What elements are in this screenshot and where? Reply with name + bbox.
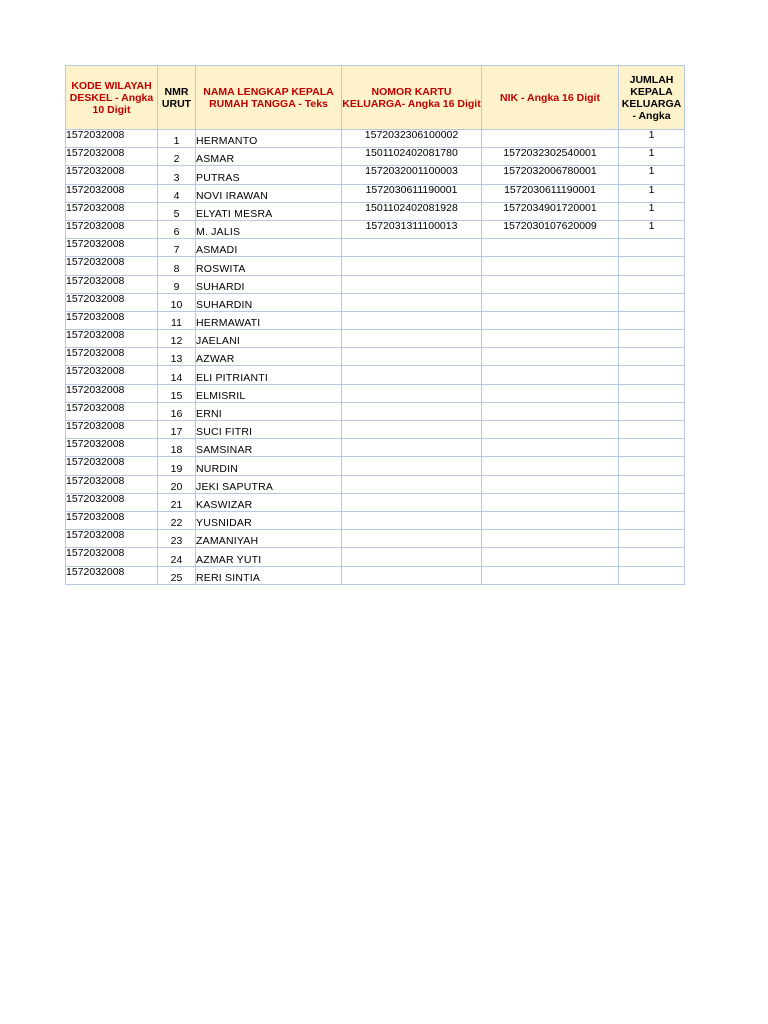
cell-nmr-urut: 4 [158, 184, 196, 202]
cell-nama: ROSWITA [196, 257, 342, 275]
cell-nomor-kk [342, 493, 482, 511]
cell-nmr-urut: 8 [158, 257, 196, 275]
cell-nama: ELYATI MESRA [196, 202, 342, 220]
cell-jumlah [619, 511, 685, 529]
table-row [66, 239, 685, 257]
cell-nik: 1572034901720001 [482, 202, 619, 220]
cell-nmr-urut: 6 [158, 220, 196, 238]
cell-jumlah: 1 [619, 202, 685, 220]
cell-nama: NURDIN [196, 457, 342, 475]
cell-nama: ERNI [196, 402, 342, 420]
cell-nmr-urut: 7 [158, 239, 196, 257]
table-row [66, 220, 685, 238]
table-row [66, 530, 685, 548]
cell-nama: JEKI SAPUTRA [196, 475, 342, 493]
table-row [66, 184, 685, 202]
header-nik: NIK - Angka 16 Digit [482, 66, 619, 130]
table-row [66, 366, 685, 384]
cell-nik [482, 511, 619, 529]
cell-nmr-urut: 24 [158, 548, 196, 566]
cell-kode-wilayah: 1572032008 [66, 275, 158, 293]
cell-kode-wilayah: 1572032008 [66, 366, 158, 384]
table-row [66, 511, 685, 529]
cell-nomor-kk [342, 402, 482, 420]
cell-kode-wilayah: 1572032008 [66, 148, 158, 166]
cell-nmr-urut: 16 [158, 402, 196, 420]
cell-nik [482, 493, 619, 511]
cell-nomor-kk [342, 384, 482, 402]
cell-nmr-urut: 17 [158, 421, 196, 439]
cell-nik [482, 275, 619, 293]
cell-jumlah: 1 [619, 220, 685, 238]
cell-nik [482, 330, 619, 348]
cell-kode-wilayah: 1572032008 [66, 348, 158, 366]
cell-kode-wilayah: 1572032008 [66, 202, 158, 220]
cell-nmr-urut: 13 [158, 348, 196, 366]
table-row [66, 475, 685, 493]
cell-kode-wilayah: 1572032008 [66, 530, 158, 548]
cell-nmr-urut: 22 [158, 511, 196, 529]
cell-nik [482, 548, 619, 566]
cell-nama: NOVI IRAWAN [196, 184, 342, 202]
cell-kode-wilayah: 1572032008 [66, 493, 158, 511]
cell-nama: HERMANTO [196, 130, 342, 148]
table-row [66, 493, 685, 511]
cell-nmr-urut: 15 [158, 384, 196, 402]
cell-nama: SUCI FITRI [196, 421, 342, 439]
cell-nama: PUTRAS [196, 166, 342, 184]
cell-nama: ASMADI [196, 239, 342, 257]
cell-nama: M. JALIS [196, 220, 342, 238]
cell-jumlah [619, 548, 685, 566]
cell-nmr-urut: 11 [158, 311, 196, 329]
cell-nmr-urut: 5 [158, 202, 196, 220]
cell-nama: AZMAR YUTI [196, 548, 342, 566]
cell-jumlah [619, 421, 685, 439]
cell-nik [482, 530, 619, 548]
cell-kode-wilayah: 1572032008 [66, 184, 158, 202]
cell-nomor-kk: 1572032001100003 [342, 166, 482, 184]
cell-nomor-kk [342, 421, 482, 439]
cell-nik [482, 366, 619, 384]
cell-nomor-kk: 1572031311100013 [342, 220, 482, 238]
cell-nomor-kk [342, 530, 482, 548]
cell-kode-wilayah: 1572032008 [66, 166, 158, 184]
header-row [66, 66, 685, 130]
cell-nik: 1572032006780001 [482, 166, 619, 184]
cell-nik [482, 293, 619, 311]
cell-jumlah [619, 457, 685, 475]
header-nama-lengkap: NAMA LENGKAP KEPALA RUMAH TANGGA - Teks [196, 66, 342, 130]
cell-jumlah: 1 [619, 130, 685, 148]
cell-kode-wilayah: 1572032008 [66, 239, 158, 257]
cell-nomor-kk [342, 566, 482, 584]
cell-nmr-urut: 2 [158, 148, 196, 166]
table-row [66, 202, 685, 220]
cell-kode-wilayah: 1572032008 [66, 220, 158, 238]
cell-jumlah [619, 366, 685, 384]
table-row [66, 421, 685, 439]
table-row [66, 148, 685, 166]
cell-jumlah [619, 402, 685, 420]
cell-jumlah [619, 475, 685, 493]
cell-nmr-urut: 25 [158, 566, 196, 584]
cell-nmr-urut: 18 [158, 439, 196, 457]
cell-kode-wilayah: 1572032008 [66, 457, 158, 475]
cell-nik [482, 384, 619, 402]
cell-nmr-urut: 20 [158, 475, 196, 493]
header-kode-wilayah: KODE WILAYAH DESKEL - Angka 10 Digit [66, 66, 158, 130]
cell-nomor-kk: 1501102402081780 [342, 148, 482, 166]
cell-nama: ASMAR [196, 148, 342, 166]
table-row [66, 457, 685, 475]
cell-jumlah [619, 493, 685, 511]
cell-nomor-kk: 1501102402081928 [342, 202, 482, 220]
cell-nomor-kk [342, 293, 482, 311]
cell-kode-wilayah: 1572032008 [66, 511, 158, 529]
cell-nomor-kk [342, 511, 482, 529]
cell-nama: ELI PITRIANTI [196, 366, 342, 384]
cell-nama: JAELANI [196, 330, 342, 348]
cell-nik [482, 421, 619, 439]
cell-jumlah: 1 [619, 184, 685, 202]
cell-nomor-kk [342, 366, 482, 384]
cell-nik [482, 566, 619, 584]
header-nomor-kk: NOMOR KARTU KELUARGA- Angka 16 Digit [342, 66, 482, 130]
header-jumlah-kk: JUMLAH KEPALA KELUARGA - Angka [619, 66, 685, 130]
cell-nomor-kk [342, 257, 482, 275]
table-row [66, 402, 685, 420]
cell-kode-wilayah: 1572032008 [66, 566, 158, 584]
cell-nmr-urut: 14 [158, 366, 196, 384]
cell-nama: RERI SINTIA [196, 566, 342, 584]
cell-nomor-kk [342, 548, 482, 566]
cell-nomor-kk [342, 275, 482, 293]
cell-nik: 1572030611190001 [482, 184, 619, 202]
cell-nmr-urut: 10 [158, 293, 196, 311]
cell-nik [482, 457, 619, 475]
cell-nmr-urut: 1 [158, 130, 196, 148]
household-table [65, 65, 685, 585]
cell-nik [482, 311, 619, 329]
cell-nama: ZAMANIYAH [196, 530, 342, 548]
cell-nmr-urut: 19 [158, 457, 196, 475]
header-nmr-urut: NMR URUT [158, 66, 196, 130]
cell-nik [482, 257, 619, 275]
cell-jumlah: 1 [619, 148, 685, 166]
cell-nama: SAMSINAR [196, 439, 342, 457]
table-row [66, 348, 685, 366]
cell-nmr-urut: 21 [158, 493, 196, 511]
cell-kode-wilayah: 1572032008 [66, 130, 158, 148]
cell-kode-wilayah: 1572032008 [66, 330, 158, 348]
cell-nama: HERMAWATI [196, 311, 342, 329]
cell-jumlah [619, 311, 685, 329]
cell-kode-wilayah: 1572032008 [66, 293, 158, 311]
cell-nama: AZWAR [196, 348, 342, 366]
cell-nomor-kk [342, 475, 482, 493]
cell-nik [482, 402, 619, 420]
table-row [66, 311, 685, 329]
cell-nomor-kk: 1572032306100002 [342, 130, 482, 148]
cell-jumlah [619, 330, 685, 348]
cell-nik: 1572032302540001 [482, 148, 619, 166]
cell-nik [482, 239, 619, 257]
cell-nmr-urut: 3 [158, 166, 196, 184]
cell-nmr-urut: 23 [158, 530, 196, 548]
cell-nik [482, 475, 619, 493]
cell-nomor-kk [342, 330, 482, 348]
cell-jumlah [619, 348, 685, 366]
cell-nomor-kk [342, 348, 482, 366]
cell-nik [482, 439, 619, 457]
cell-jumlah [619, 275, 685, 293]
cell-nik: 1572030107620009 [482, 220, 619, 238]
cell-kode-wilayah: 1572032008 [66, 548, 158, 566]
cell-jumlah [619, 293, 685, 311]
cell-kode-wilayah: 1572032008 [66, 257, 158, 275]
table-row [66, 130, 685, 148]
cell-nik [482, 130, 619, 148]
cell-jumlah [619, 384, 685, 402]
cell-nomor-kk [342, 239, 482, 257]
table-row [66, 566, 685, 584]
cell-jumlah [619, 566, 685, 584]
cell-nmr-urut: 9 [158, 275, 196, 293]
cell-nomor-kk [342, 439, 482, 457]
cell-jumlah [619, 439, 685, 457]
table-row [66, 275, 685, 293]
cell-kode-wilayah: 1572032008 [66, 402, 158, 420]
table-header [66, 66, 685, 130]
cell-nama: ELMISRIL [196, 384, 342, 402]
cell-kode-wilayah: 1572032008 [66, 439, 158, 457]
table-row [66, 384, 685, 402]
cell-kode-wilayah: 1572032008 [66, 421, 158, 439]
cell-kode-wilayah: 1572032008 [66, 384, 158, 402]
cell-jumlah [619, 530, 685, 548]
cell-nama: YUSNIDAR [196, 511, 342, 529]
cell-nmr-urut: 12 [158, 330, 196, 348]
table-body [66, 130, 685, 585]
cell-nomor-kk [342, 457, 482, 475]
cell-jumlah [619, 257, 685, 275]
cell-nik [482, 348, 619, 366]
table-row [66, 548, 685, 566]
cell-nama: SUHARDI [196, 275, 342, 293]
table-row [66, 166, 685, 184]
table-row [66, 293, 685, 311]
cell-kode-wilayah: 1572032008 [66, 475, 158, 493]
table-row [66, 330, 685, 348]
cell-nama: KASWIZAR [196, 493, 342, 511]
cell-nama: SUHARDIN [196, 293, 342, 311]
cell-jumlah [619, 239, 685, 257]
table-row [66, 439, 685, 457]
cell-kode-wilayah: 1572032008 [66, 311, 158, 329]
table-row [66, 257, 685, 275]
cell-nomor-kk [342, 311, 482, 329]
cell-jumlah: 1 [619, 166, 685, 184]
cell-nomor-kk: 1572030611190001 [342, 184, 482, 202]
